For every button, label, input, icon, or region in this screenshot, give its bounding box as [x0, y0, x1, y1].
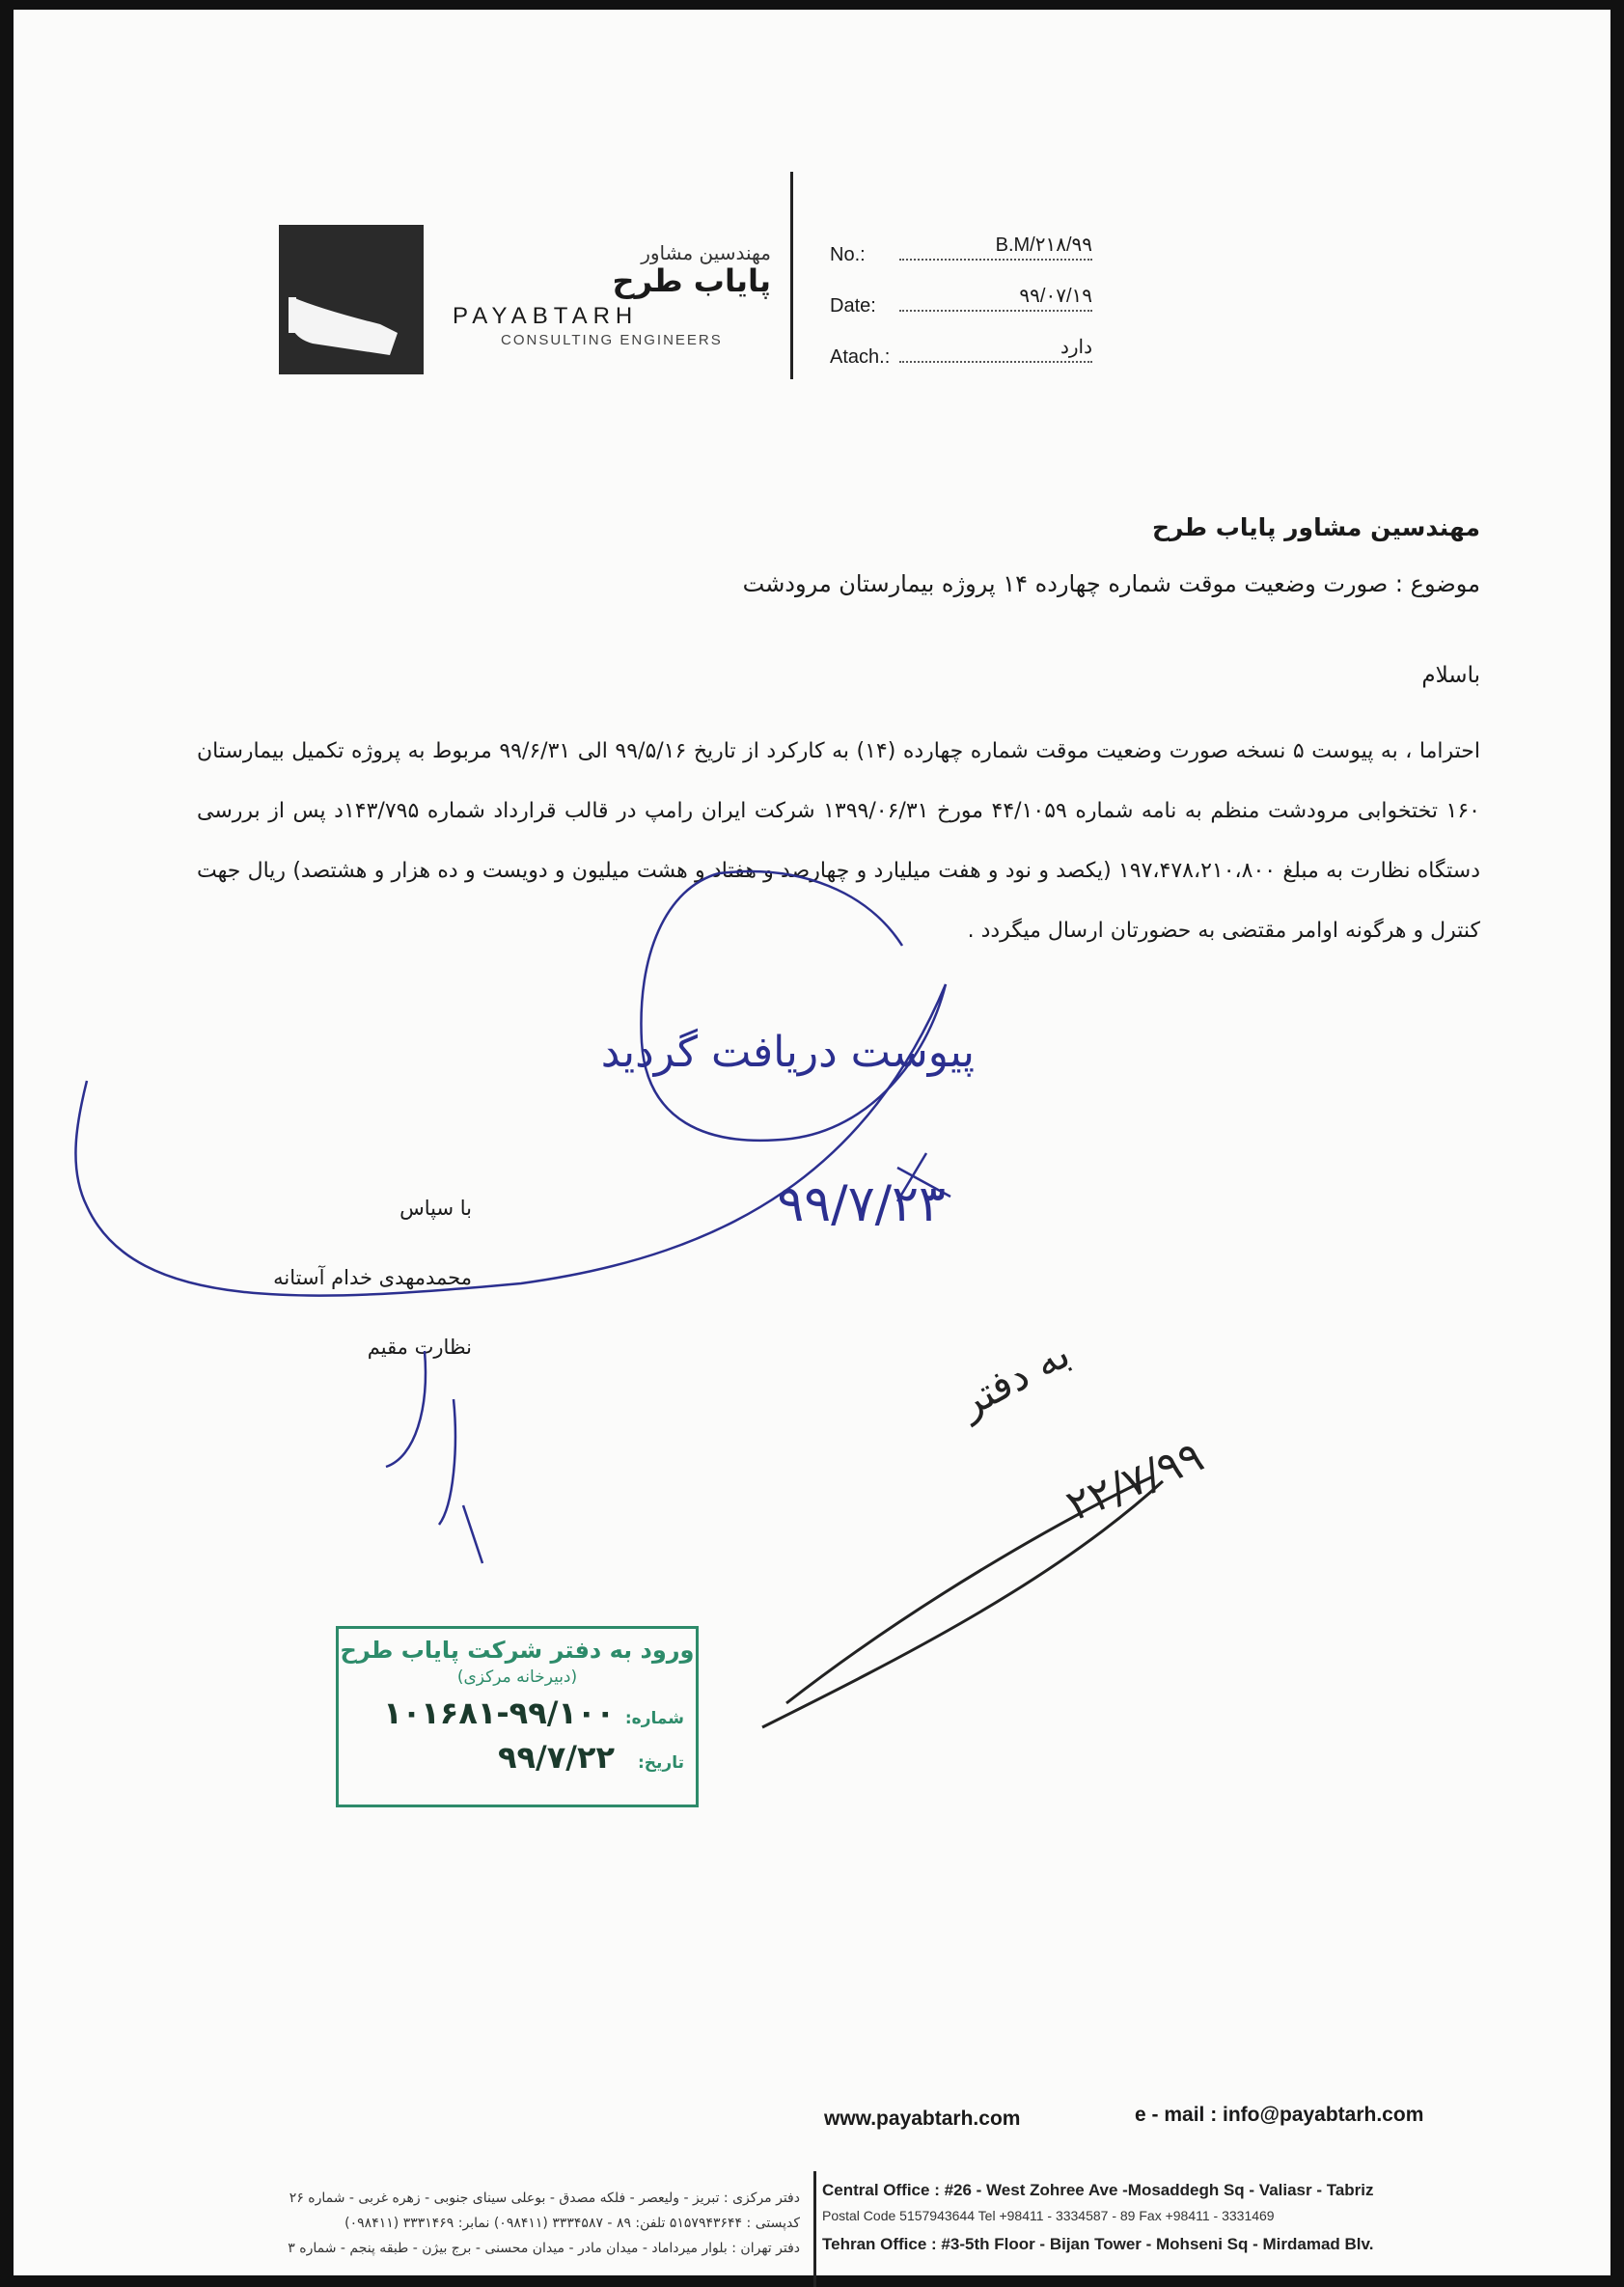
meta-date-value: ۹۹/۰۷/۱۹: [1019, 286, 1092, 307]
stamp-date-label: تاریخ:: [638, 1753, 684, 1773]
stamp-number-label: شماره:: [624, 1709, 684, 1728]
meta-attach-row: [830, 337, 1092, 395]
stamp-date-value: ۹۹/۷/۲۲: [497, 1739, 615, 1776]
stamp-title: ورود به دفتر شرکت پایاب طرح: [340, 1637, 695, 1664]
body-paragraph: احتراما ، به پیوست ۵ نسخه صورت وضعیت موقت شماره چهارده (۱۴) به کارکرد از تاریخ ۹۹/۵/۱۶ الی ۹۹/۶/۳۱ مربوط به پروژه تکمیل بیمارستان ۱۶۰ تختخوابی مرودشت منظم به نامه شماره ۴۴/۱۰۵۹ مورخ ۱۳۹۹/۰۶/۳۱ شرکت ایران رامپ در قالب قرارداد شماره ۱۴۳/۷۹۵د پس از بررسی دستگاه نظارت به مبلغ ۱۹۷،۴۷۸،۲۱۰،۸۰۰ (یکصد و نود و هفت میلیارد و چهارصد و هفتاد و هشت میلیون و دویست و ده هزار و هشتصد) ریال جهت کنترل و هرگونه اوامر مقتضی به حضورتان ارسال میگردد .: [197, 739, 1481, 943]
footer-fa-line-2: کدپستی : ۵۱۵۷۹۴۳۶۴۴ تلفن: ۸۹ - ۳۳۳۴۵۸۷ (۰۹۸۴۱۱) نمابر: ۳۳۳۱۴۶۹ (۰۹۸۴۱۱): [344, 2216, 800, 2231]
recipient: مهندسین مشاور پایاب طرح: [1151, 513, 1480, 541]
stamp-date-row: [339, 1739, 696, 1776]
stamp-subtitle: (دبیرخانه مرکزی): [456, 1667, 578, 1687]
meta-attach-label: Atach.:: [830, 346, 891, 368]
brand-persian-name: پایاب طرح: [612, 262, 771, 299]
meta-date-row: [830, 286, 1092, 344]
meta-number-label: No.:: [830, 244, 866, 265]
right-note-date: ۲۲/۷/۹۹: [1060, 1431, 1211, 1531]
footer-fa-line-3: دفتر تهران : بلوار میرداماد - میدان مادر - میدان محسنی - برج بیژن - طبقه پنجم - شماره ۳: [288, 2241, 800, 2256]
note-date: ۹۹/۷/۲۳: [777, 1175, 946, 1233]
meta-number-value: B.M/۲۱۸/۹۹: [995, 234, 1092, 256]
meta-date-label: Date:: [830, 295, 876, 317]
subject-line: موضوع : صورت وضعیت موقت شماره چهارده ۱۴ پروژه بیمارستان مرودشت: [742, 570, 1480, 597]
website-link[interactable]: www.payabtarh.com: [824, 2108, 1021, 2130]
stamp-number-value: ۱۰۱۶۸۱-۹۹/۱۰۰: [383, 1695, 615, 1731]
footer-persian-address: [100, 2191, 800, 2266]
logo-mark-icon: [279, 225, 424, 374]
company-logo: [279, 225, 424, 374]
closing-phrase: با سپاس: [399, 1197, 472, 1220]
brand-persian-subtitle: مهندسین مشاور: [641, 241, 771, 264]
tehran-office-line: Tehran Office : #3-5th Floor - Bijan Tower - Mohseni Sq - Mirdamad Blv.: [822, 2235, 1374, 2253]
letter-body: [197, 492, 1480, 961]
footer-fa-line-1: دفتر مرکزی : تبریز - ولیعصر - فلکه مصدق - بوعلی سینای جنوبی - زهره غربی - شماره ۲۶: [289, 2191, 800, 2206]
email-link[interactable]: e - mail : info@payabtarh.com: [1135, 2104, 1424, 2126]
letter-page: [14, 10, 1610, 2275]
meta-attach-value: دارد: [1060, 337, 1092, 358]
header-divider: [790, 172, 793, 379]
footer-divider: [813, 2171, 816, 2287]
postal-line: Postal Code 5157943644 Tel +98411 - 3334587 - 89 Fax +98411 - 3331469: [822, 2208, 1275, 2223]
stamp-number-row: [339, 1695, 696, 1731]
right-note-text: به دفتر: [950, 1329, 1078, 1427]
signer-role: نظارت مقیم: [367, 1336, 472, 1359]
central-office-line: Central Office : #26 - West Zohree Ave -Mosaddegh Sq - Valiasr - Tabriz: [822, 2181, 1374, 2199]
letter-meta: [830, 234, 1092, 395]
signer-name: محمدمهدی خدام آستانه: [273, 1266, 472, 1289]
brand-english-subtitle: CONSULTING ENGINEERS: [501, 332, 723, 348]
note-text: پیوست دریافت گردید: [600, 1028, 975, 1077]
signature-block: [14, 1197, 472, 1405]
letter-footer: [14, 2094, 1610, 2287]
brand-english-name: PAYABTARH: [453, 303, 639, 329]
brand-block: [453, 241, 771, 348]
footer-english-address: [822, 2181, 1374, 2262]
letterhead: [14, 10, 1610, 415]
salutation: باسلام: [1421, 663, 1480, 688]
receipt-stamp: [336, 1626, 699, 1807]
